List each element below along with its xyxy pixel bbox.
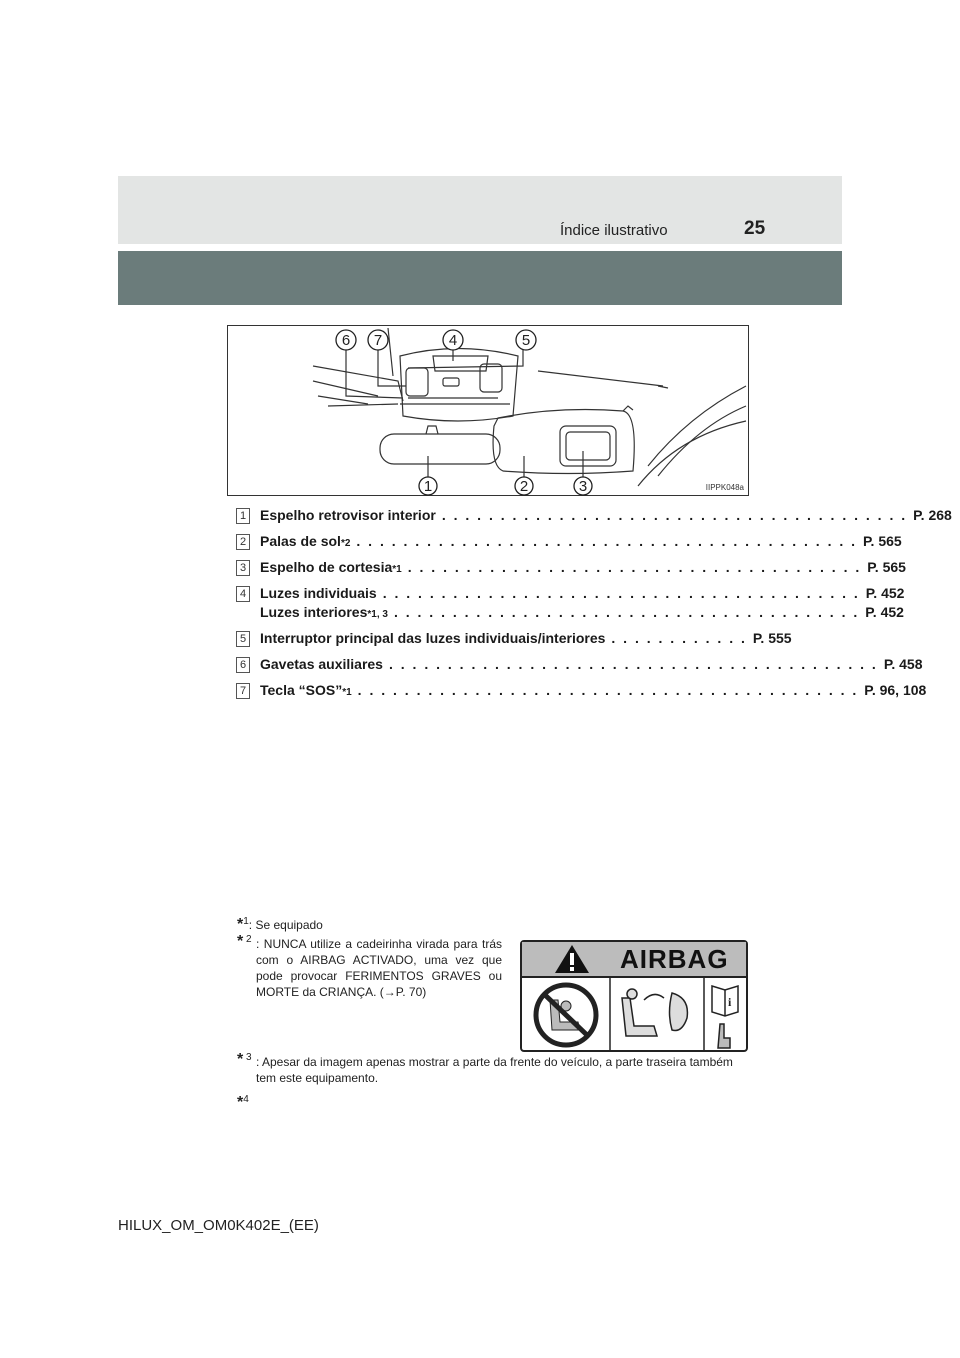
item-label: Gavetas auxiliares (260, 656, 383, 672)
callout-4: 4 (448, 332, 458, 349)
airbag-pictograms (522, 978, 746, 1052)
airbag-warning-label (520, 940, 748, 1052)
item-number: 1 (236, 508, 250, 524)
list-item (236, 630, 792, 656)
callout-1: 1 (423, 478, 433, 495)
svg-text:i: i (728, 995, 732, 1009)
item-number: 7 (236, 683, 250, 699)
list-item: 7 Tecla “SOS” *1 . . . . . . . . . . . . . . . . . . . . . . . . . . . . . . . . . . . . . . . . . . . P. 96, 108 (236, 682, 726, 708)
leader-dots: . . . . . . . . . . . . (611, 630, 747, 646)
item-number: 5 (236, 631, 250, 647)
list-item: 2 Palas de sol *2 . . . . . . . . . . . . . . . . . . . . . . . . . . . . . . . . . . . . . . . . . . . P. 565 (236, 533, 726, 559)
leader-dots: . . . . . . . . . . . . . . . . . . . . . . . . . . . . . . . . . . . . . . . (407, 559, 862, 575)
item-label: Tecla “SOS” (260, 682, 343, 698)
footnote-3: * 3 : Apesar da imagem apenas mostrar a parte da frente do veículo, a parte traseira também tem este equipamento. (237, 1051, 733, 1085)
airbag-label-text: AIRBAG (620, 944, 729, 974)
header-band (118, 251, 842, 305)
page-reference[interactable]: P. 555 (752, 630, 792, 646)
leader-dots: . . . . . . . . . . . . . . . . . . . . . . . . . . . . . . . . . . . . . . . . (393, 604, 860, 620)
airbag-label-header (522, 942, 746, 978)
list-item (236, 507, 952, 533)
callout-5: 5 (521, 332, 531, 349)
footnote-1: *$^1$: Se equipado (237, 916, 323, 933)
section-title: Índice ilustrativo (560, 222, 668, 239)
list-item: 3 Espelho de cortesia *1 . . . . . . . . . . . . . . . . . . . . . . . . . . . . . . . . . . . . . . . P. 565 (236, 559, 726, 585)
leader-dots: . . . . . . . . . . . . . . . . . . . . . . . . . . . . . . . . . . . . . . . . (441, 507, 908, 523)
page-reference[interactable]: P. 452 (865, 604, 904, 620)
warning-triangle-icon (552, 942, 592, 976)
page-number: 25 (744, 218, 766, 239)
item-number: 6 (236, 657, 250, 673)
item-label: Espelho de cortesia (260, 559, 393, 575)
item-list (236, 507, 952, 708)
page-reference[interactable]: P. 565 (863, 533, 902, 549)
callout-6: 6 (341, 332, 351, 349)
leader-dots: . . . . . . . . . . . . . . . . . . . . . . . . . . . . . . . . . . . . . . . . . . (388, 656, 878, 672)
item-label: Espelho retrovisor interior (260, 507, 436, 523)
item-label: Luzes individuais (260, 585, 377, 601)
list-item (236, 656, 923, 682)
airbag-deploy-icon (622, 989, 687, 1036)
item-label-secondary: Luzes interiores (260, 604, 368, 620)
interior-illustration (227, 325, 749, 496)
page-reference[interactable]: P. 458 (883, 656, 923, 672)
page-reference[interactable]: P. 565 (867, 559, 906, 575)
item-label: Interruptor principal das luzes individuais/interiores (260, 630, 606, 646)
page-reference[interactable]: P. 452 (865, 585, 905, 601)
page-reference[interactable]: P. 96, 108 (864, 682, 927, 698)
list-item: 4 Luzes individuais . . . . . . . . . . . . . . . . . . . . . . . . . . . . . . . . . . . . . . . . . P. 452 Luzes interiores *1, 3 . . . . . . . . . . . . . . . . . . . . . . . . . . . . . . . . . . . . . . . . P. 452 (236, 585, 726, 630)
footnote-4-truncated: *$^4$ (237, 1094, 249, 1111)
item-number: 2 (236, 534, 250, 550)
no-child-seat-icon (536, 985, 596, 1045)
item-label: Palas de sol (260, 533, 341, 549)
callout-7: 7 (373, 332, 383, 349)
item-number: 4 (236, 586, 250, 602)
figure-code: IIPPK048a (705, 483, 744, 492)
page-reference[interactable]: P. 268 (913, 507, 952, 523)
leader-dots: . . . . . . . . . . . . . . . . . . . . . . . . . . . . . . . . . . . . . . . . . (382, 585, 860, 601)
leader-dots: . . . . . . . . . . . . . . . . . . . . . . . . . . . . . . . . . . . . . . . . . . . (356, 533, 858, 549)
leader-dots: . . . . . . . . . . . . . . . . . . . . . . . . . . . . . . . . . . . . . . . . . . . (357, 682, 859, 698)
callout-2: 2 (519, 478, 529, 495)
item-number: 3 (236, 560, 250, 576)
manual-icon (712, 986, 738, 1048)
callout-3: 3 (578, 478, 588, 495)
footer-document-code: HILUX_OM_OM0K402E_(EE) (118, 1217, 319, 1234)
footnote-2: * 2 : NUNCA utilize a cadeirinha virada para trás com o AIRBAG ACTIVADO, uma vez que pode provocar FERIMENTOS GRAVES ou MORTE da CRIANÇA. (→P. 70) (237, 933, 502, 999)
overhead-console-drawing (228, 326, 748, 495)
header-bar (118, 176, 842, 244)
